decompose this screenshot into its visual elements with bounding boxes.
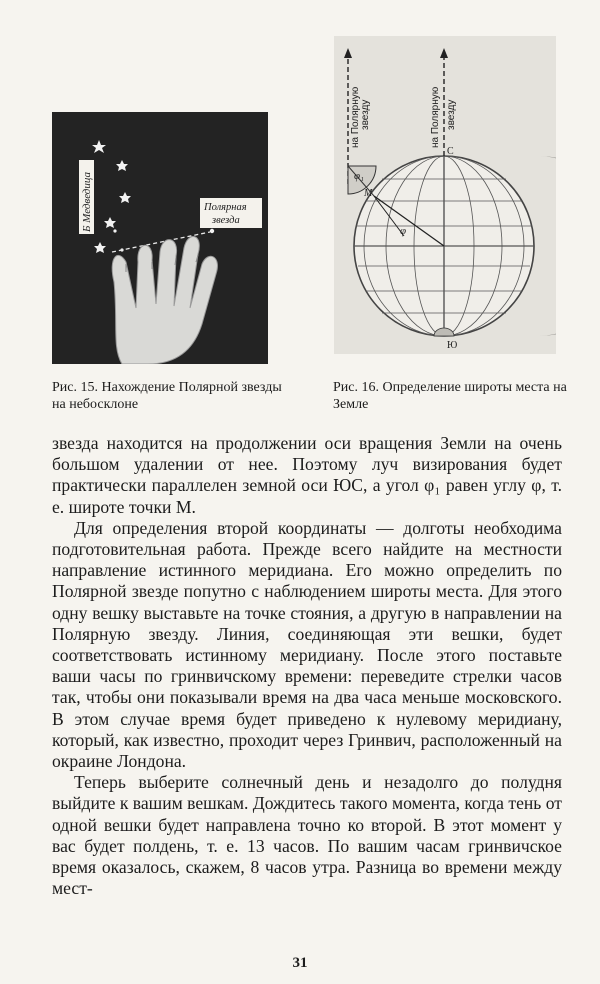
ray-left-label: на Полярную (350, 86, 361, 148)
angle-phi1-label: φ₁ (354, 170, 364, 182)
figure-15-caption: Рис. 15. Нахождение Полярной звезды на небосклоне (52, 380, 282, 412)
paragraph-3: Теперь выберите солнечный день и незадолго до полудня выйдите к вашим вешкам. Дождитесь такого момента, когда тень от одной вешки будет направлена точно ко второй. В этот момент у вас будет полдень, т. е. 13 часов. По вашим часам гринвичское время оказалось, скажем, 8 часов утра. Разница во времени между мест- (52, 772, 562, 899)
ray-right-label-2: звезду (446, 99, 457, 130)
globe-latitude-diagram (334, 36, 556, 354)
figure-15-image (52, 112, 268, 364)
figure-16-image (334, 36, 556, 354)
ray-left-label-2: звезду (360, 99, 371, 130)
ray-right-label: на Полярную (430, 86, 441, 148)
figure-16-caption: Рис. 16. Определение широты места на Земле (333, 380, 567, 412)
body-text (52, 433, 562, 899)
hand-sky-illustration (52, 112, 268, 364)
polaris-label-line2: звезда (212, 215, 240, 226)
paragraph-1: звезда находится на продолжении оси вращения Земли на очень большом удалении от нее. Поэтому луч визирования будет практически параллелен земной оси ЮС, а угол φ₁ равен углу φ, т. е. широте точки М. (52, 433, 562, 517)
constellation-label: Б Медведица (81, 171, 93, 232)
paragraph-2: Для определения второй координаты — долготы необходима подготовительная работа. Прежде всего найдите на местности направление истинного меридиана. Его можно определить по Полярной звезде попутно с наблюдением широты места. Для этого одну вешку выставьте на точке стояния, а другую в направлении на Полярную звезду. Линия, соединяющая эти вешки, будет соответствовать истинному меридиану. После этого поставьте ваши часы по гринвичскому времени: переведите стрелки часов так, чтобы они показывали время на два часа меньше московского. В этом случае время будет приведено к нулевому меридиану, который, как известно, проходит через Гринвич, расположенный на окраине Лондона. (52, 517, 562, 772)
polaris-label: Полярная (204, 202, 247, 213)
south-label: Ю (447, 340, 458, 351)
angle-phi-label: φ (400, 225, 407, 237)
page-number: 31 (292, 955, 308, 971)
point-m-label: М (364, 188, 373, 199)
north-label: С (447, 146, 454, 157)
